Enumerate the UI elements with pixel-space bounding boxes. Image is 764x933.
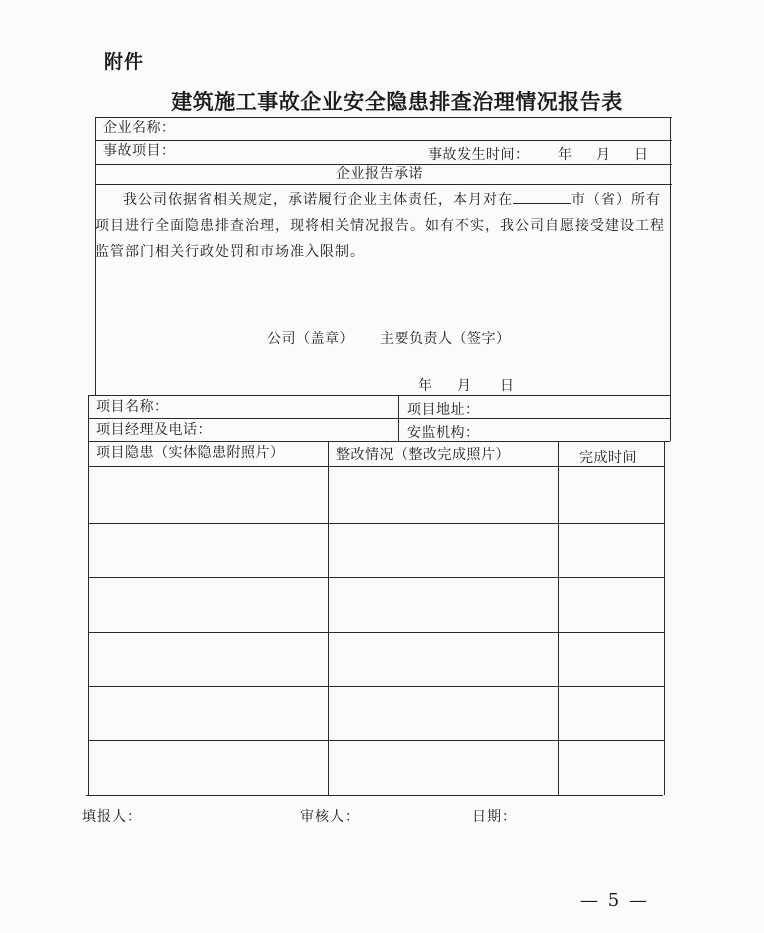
table-row[interactable] [89, 741, 664, 795]
commitment-text [95, 187, 670, 265]
principal-signature-label: 主要负责人（签字） [380, 331, 511, 347]
project-name-field[interactable]: 项目名称： [96, 399, 169, 415]
page-number: — 5 — [580, 890, 649, 911]
commitment-heading: 企业报告承诺 [336, 166, 423, 182]
accident-day-label: 日 [634, 147, 649, 163]
sign-day-label: 日 [500, 378, 515, 394]
table-row[interactable] [89, 633, 664, 686]
row-divider [95, 184, 672, 185]
table-border-bottom [86, 795, 663, 796]
accident-time-field[interactable]: 事故发生时间： [428, 147, 530, 163]
commitment-text-part-1: 我公司依据省相关规定，承诺履行企业主体责任，本月对在 [123, 192, 513, 208]
accident-project-field[interactable]: 事故项目： [103, 143, 176, 159]
table-border-right [664, 441, 665, 795]
column-header-rectification: 整改情况（整改完成照片） [336, 447, 510, 463]
accident-month-label: 月 [596, 147, 611, 163]
project-address-field[interactable]: 项目地址： [407, 402, 480, 418]
reviewer-field[interactable]: 审核人： [300, 809, 360, 825]
table-row[interactable] [89, 467, 664, 523]
column-header-hazards: 项目隐患（实体隐患附照片） [96, 445, 285, 461]
attachment-label: 附件 [104, 51, 145, 73]
accident-year-label: 年 [558, 147, 573, 163]
sign-month-label: 月 [457, 378, 472, 394]
filler-field[interactable]: 填报人： [82, 809, 142, 825]
form-title: 建筑施工事故企业安全隐患排查治理情况报告表 [171, 89, 623, 114]
commitment-text-part-2: 市（省）所有项目进行全面隐患排查治理，现将相关情况报告。如有不实，我公司自愿接受建设工程监管部门相关行政处罚和市场准入限制。 [95, 192, 665, 260]
row-divider [95, 164, 672, 165]
safety-agency-field[interactable]: 安监机构： [407, 425, 480, 441]
company-name-field[interactable]: 企业名称： [103, 120, 176, 136]
row-divider [95, 140, 672, 141]
column-header-completion-time: 完成时间 [579, 450, 637, 466]
date-field[interactable]: 日期： [472, 809, 517, 825]
table-row[interactable] [89, 578, 664, 632]
table-border-right [670, 117, 671, 441]
table-row[interactable] [89, 687, 664, 740]
row-divider [88, 418, 670, 419]
table-border-top [95, 117, 672, 118]
project-manager-field[interactable]: 项目经理及电话： [96, 422, 212, 438]
city-blank-field[interactable] [513, 191, 571, 204]
company-seal-label: 公司（盖章） [267, 331, 354, 347]
sign-year-label: 年 [418, 378, 433, 394]
column-divider [398, 395, 399, 441]
table-row[interactable] [89, 524, 664, 577]
row-divider [88, 395, 670, 396]
row-divider [88, 441, 670, 442]
